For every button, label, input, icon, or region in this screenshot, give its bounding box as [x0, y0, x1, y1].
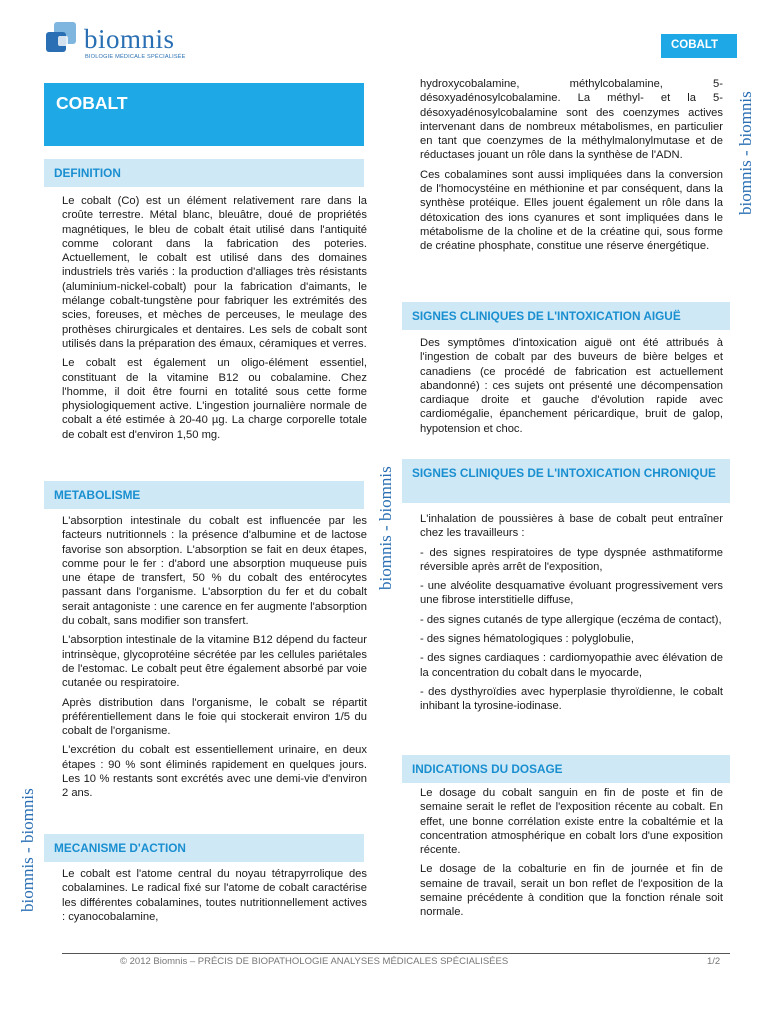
paragraph: Le dosage du cobalt sanguin en fin de poste et fin de semaine serait le reflet de l'exposition récente au cobalt. En effet, une bonne corrélation existe entre la cobaltémie et la concentration atmosphérique en cobalt lors d'une exposition récente. [420, 787, 723, 857]
paragraph: Ces cobalamines sont aussi impliquées dans la conversion de l'homocystéine en méthionine et par conséquent, dans la synthèse protéique. Elles jouent également un rôle dans la détoxication des ions cyanures et sont impliquées dans le métabolisme de la choline et de la créatine qui, sous forme de créatine phosphate, constitue une réserve énergétique. [420, 168, 723, 253]
section-body-cobalamines [420, 77, 723, 259]
section-body-indications [420, 786, 723, 925]
section-heading-intoxication-chronique: SIGNES CLINIQUES DE L'INTOXICATION CHRONIQUE [402, 459, 730, 503]
logo-name: biomnis [84, 24, 175, 54]
footer-divider [62, 953, 730, 954]
section-body-mecanisme [62, 867, 367, 929]
paragraph: Le cobalt est également un oligo-élément essentiel, constituant de la vitamine B12 ou cobalamine. Chez l'homme, il doit être fourni en totalité sous cette forme physiologiquement active. L'ingestion journalière normale de cobalt a été estimée à 20-40 µg. La charge corporelle totale de cobalt est d'environ 1,50 mg. [62, 357, 367, 441]
paragraph: Après distribution dans l'organisme, le cobalt se répartit préférentiellement dans le foie qui stockerait environ 1/5 du cobalt de l'organisme. [62, 696, 367, 738]
list-item: - des signes respiratoires de type dyspnée asthmatiforme réversible après arrêt de l'exposition, [420, 546, 723, 573]
paragraph: Le cobalt est l'atome central du noyau tétrapyrrolique des cobalamines. Le radical fixé sur l'atome de cobalt caractérise les différentes cobalamines, toutes nutritionnellement actives : cyanocobalamine, [62, 868, 367, 923]
paragraph: Le dosage de la cobalturie en fin de journée et fin de semaine de travail, serait un bon reflet de l'exposition de la semaine précédente à condition que la fonction rénale soit normale. [420, 863, 723, 919]
list-item: - des dysthyroïdies avec hyperplasie thyroïdienne, le cobalt inhibant la tyrosine-iodinase. [420, 685, 723, 713]
paragraph: L'excrétion du cobalt est essentiellement urinaire, en deux étapes : 90 % sont éliminés rapidement en quelques jours. Les 10 % restants sont excrétés avec une demi-vie d'environ 2 ans. [62, 744, 367, 800]
list-item: - des signes cardiaques : cardiomyopathie avec élévation de la concentration du cobalt dans le myocarde, [420, 652, 723, 679]
watermark-left: biomnis - biomnis [18, 788, 37, 912]
section-heading-mecanisme: MECANISME D'ACTION [44, 834, 364, 862]
list-item: - des signes cutanés de type allergique (eczéma de contact), [420, 613, 722, 626]
section-heading-definition: DEFINITION [44, 159, 364, 187]
paragraph: L'inhalation de poussières à base de cobalt peut entraîner chez les travailleurs : [420, 513, 723, 540]
section-heading-indications: INDICATIONS DU DOSAGE [402, 755, 730, 783]
paragraph: Le cobalt (Co) est un élément relativement rare dans la croûte terrestre. Métal blanc, bleuâtre, doué de propriétés magnétiques, le bleu de cobalt était utilisé dans l'antiquité comme colorant dans la fabrication des poteries. Actuellement, le cobalt est utilisé dans des domaines industriels très variés : la production d'alliages très résistants (aluminium-nickel-cobalt) pour la fabrication d'aimants, le mélange cobalt-tungstène pour fabriquer les extrémités des scies, foreuses, et mèches de perceuses, le meulage des prothèses chirurgicales et dentaires. Les sels de cobalt sont utilisés dans la préparation des émaux, céramiques et verres. [62, 195, 367, 350]
list-item: - une alvéolite desquamative évoluant progressivement vers une fibrose interstitielle diffuse, [420, 580, 723, 607]
page-title: COBALT [44, 83, 364, 146]
topic-badge: COBALT [661, 34, 737, 58]
biomnis-logo-icon [44, 22, 78, 56]
section-heading-metabolisme: METABOLISME [44, 481, 364, 509]
section-body-intoxication-chronique [420, 512, 723, 719]
section-body-intoxication-aigue [420, 336, 723, 441]
footer-copyright: © 2012 Biomnis – PRÉCIS DE BIOPATHOLOGIE ANALYSES MÉDICALES SPÉCIALISÉES [120, 956, 509, 967]
section-heading-intoxication-aigue: SIGNES CLINIQUES DE L'INTOXICATION AIGUË [402, 302, 730, 330]
paragraph: L'absorption intestinale de la vitamine B12 dépend du facteur intrinsèque, glycoprotéine sécrétée par les cellules pariétales de l'estomac. Le cobalt peut être également absorbé par voie cutanée ou respiratoire. [62, 634, 367, 690]
biomnis-logo [44, 20, 204, 64]
watermark-center: biomnis - biomnis [376, 466, 395, 590]
section-body-definition [62, 194, 367, 447]
paragraph: hydroxycobalamine, méthylcobalamine, 5-désoxyadénosylcobalamine. La méthyl- et la 5-désoxyadénosylcobalamine sont des coenzymes actives intervenant dans de nombreux métabolismes, en particulier en tant que coenzymes de la méthylmalonylmutase et de réductases jouant un rôle dans la synthèse de l'ADN. [420, 78, 723, 162]
paragraph: L'absorption intestinale du cobalt est influencée par les facteurs nutritionnels : la présence d'albumine et de lactose favorise son absorption. L'absorption se fait en deux étapes, comme pour le fer : d'abord une absorption muqueuse puis une étape de transfert, 50 % du cobalt des entérocytes passant dans l'organisme. L'absorption du fer et du cobalt serait antagoniste : une carence en fer augmente l'absorption du cobalt, sans modifier son transfert. [62, 515, 367, 628]
watermark-right: biomnis - biomnis [736, 91, 755, 215]
paragraph: Des symptômes d'intoxication aiguë ont été attribués à l'ingestion de cobalt par des buveurs de bière belges et canadiens (ce procédé de fabrication est actuellement abandonné) : ces sujets ont présenté une décompensation cardiaque droite et gauche d'évolution rapide avec cardiomégalie, épanchement péricardique, bruit de galop, hypotension et choc. [420, 337, 723, 435]
list-item: - des signes hématologiques : polyglobulie, [420, 633, 634, 646]
section-body-metabolisme [62, 514, 367, 806]
page-number: 1/2 [707, 956, 721, 967]
logo-tagline: BIOLOGIE MÉDICALE SPÉCIALISÉE [85, 54, 186, 60]
